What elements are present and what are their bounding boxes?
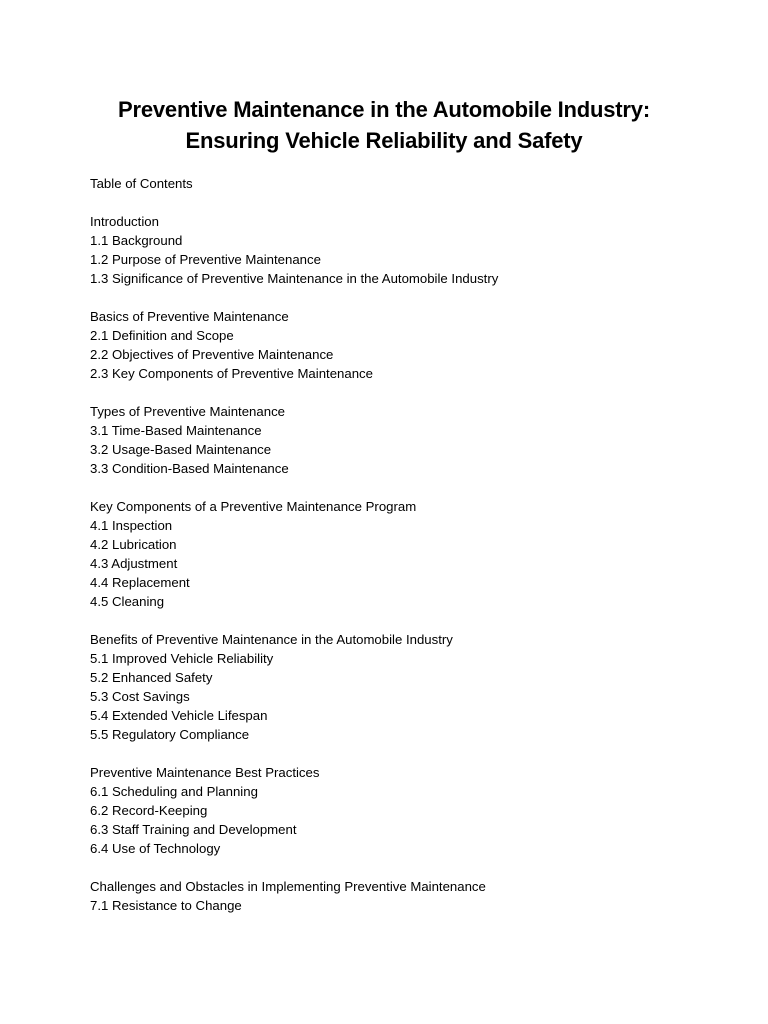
toc-entry: 2.1 Definition and Scope bbox=[90, 328, 234, 343]
toc-section bbox=[90, 877, 730, 915]
section-heading: Types of Preventive Maintenance bbox=[90, 404, 285, 419]
table-of-contents bbox=[90, 174, 730, 934]
toc-entry: 6.4 Use of Technology bbox=[90, 841, 221, 856]
toc-heading: Table of Contents bbox=[90, 176, 193, 191]
toc-section bbox=[90, 763, 730, 858]
toc-entry: 1.3 Significance of Preventive Maintenance in the Automobile Industry bbox=[90, 271, 499, 286]
section-heading: Key Components of a Preventive Maintenance Program bbox=[90, 499, 417, 514]
toc-section bbox=[90, 630, 730, 744]
toc-entry: 5.2 Enhanced Safety bbox=[90, 670, 213, 685]
toc-entry: 3.1 Time-Based Maintenance bbox=[90, 423, 262, 438]
document-title bbox=[40, 94, 728, 156]
toc-entry: 5.5 Regulatory Compliance bbox=[90, 727, 250, 742]
toc-entry: 7.1 Resistance to Change bbox=[90, 898, 242, 913]
section-heading: Basics of Preventive Maintenance bbox=[90, 309, 289, 324]
section-heading: Challenges and Obstacles in Implementing Preventive Maintenance bbox=[90, 879, 486, 894]
toc-entry: 4.1 Inspection bbox=[90, 518, 173, 533]
toc-entry: 5.1 Improved Vehicle Reliability bbox=[90, 651, 274, 666]
toc-entry: 4.3 Adjustment bbox=[90, 556, 178, 571]
section-heading: Preventive Maintenance Best Practices bbox=[90, 765, 320, 780]
toc-entry: 6.1 Scheduling and Planning bbox=[90, 784, 258, 799]
toc-entry: 4.4 Replacement bbox=[90, 575, 190, 590]
toc-entry: 1.1 Background bbox=[90, 233, 183, 248]
toc-entry: 5.3 Cost Savings bbox=[90, 689, 190, 704]
toc-section bbox=[90, 497, 730, 611]
title-line: Ensuring Vehicle Reliability and Safety bbox=[185, 128, 583, 153]
toc-section bbox=[90, 307, 730, 383]
toc-section bbox=[90, 212, 730, 288]
section-heading: Benefits of Preventive Maintenance in the Automobile Industry bbox=[90, 632, 453, 647]
toc-section bbox=[90, 402, 730, 478]
toc-sections bbox=[90, 212, 730, 915]
toc-entry: 2.3 Key Components of Preventive Maintenance bbox=[90, 366, 373, 381]
toc-entry: 1.2 Purpose of Preventive Maintenance bbox=[90, 252, 321, 267]
toc-entry: 3.2 Usage-Based Maintenance bbox=[90, 442, 272, 457]
toc-entry: 5.4 Extended Vehicle Lifespan bbox=[90, 708, 268, 723]
title-line: Preventive Maintenance in the Automobile Industry: bbox=[118, 97, 650, 122]
toc-entry: 4.2 Lubrication bbox=[90, 537, 177, 552]
toc-entry: 3.3 Condition-Based Maintenance bbox=[90, 461, 289, 476]
toc-entry: 2.2 Objectives of Preventive Maintenance bbox=[90, 347, 334, 362]
toc-entry: 6.2 Record-Keeping bbox=[90, 803, 208, 818]
toc-entry: 4.5 Cleaning bbox=[90, 594, 165, 609]
section-heading: Introduction bbox=[90, 214, 159, 229]
toc-entry: 6.3 Staff Training and Development bbox=[90, 822, 297, 837]
